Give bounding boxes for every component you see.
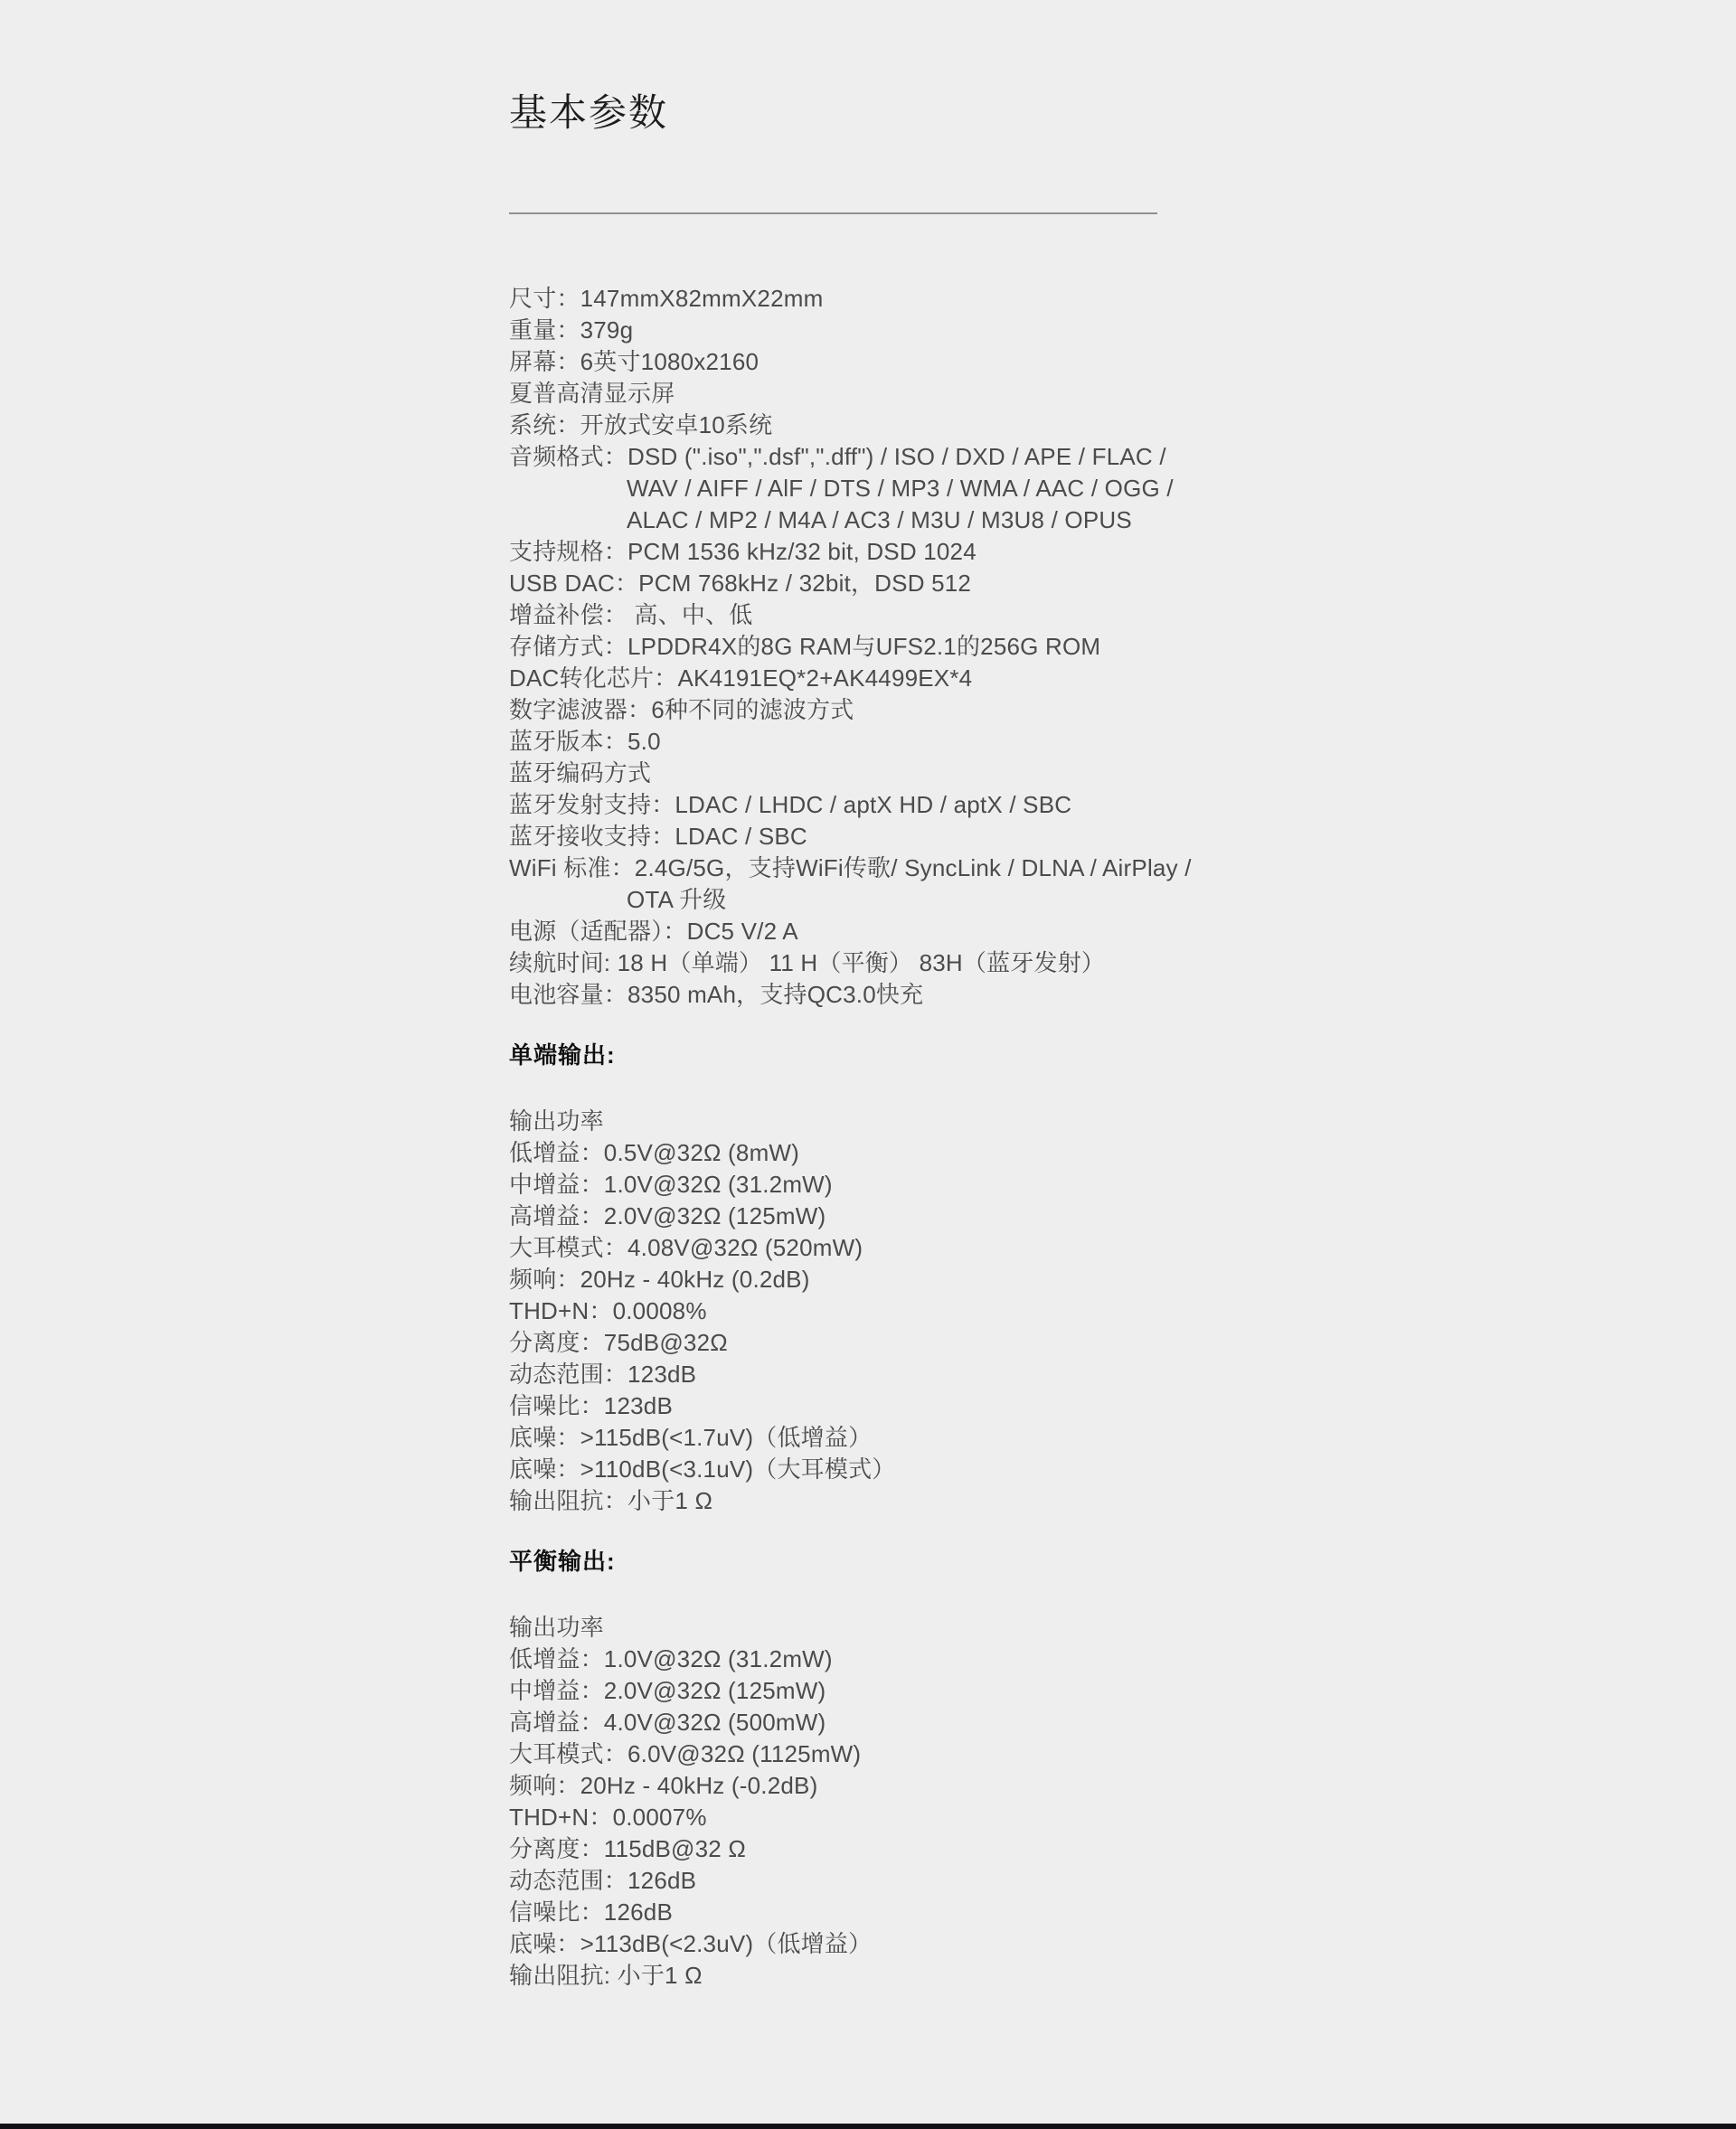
spec-line: 高增益：4.0V@32Ω (500mW) — [509, 1709, 826, 1736]
spec-line: 大耳模式：4.08V@32Ω (520mW) — [509, 1234, 863, 1261]
spec-line: 支持规格：PCM 1536 kHz/32 bit, DSD 1024 — [509, 538, 976, 565]
spec-line: DAC转化芯片：AK4191EQ*2+AK4499EX*4 — [509, 664, 973, 692]
spec-line: 蓝牙发射支持：LDAC / LHDC / aptX HD / aptX / SBC — [509, 791, 1072, 818]
spec-line: 高增益：2.0V@32Ω (125mW) — [509, 1202, 826, 1229]
spec-line: 尺寸：147mmX82mmX22mm — [509, 285, 824, 312]
page-title: 基本参数 — [509, 91, 669, 134]
spec-line: 中增益：2.0V@32Ω (125mW) — [509, 1677, 826, 1704]
spec-line: 音频格式：DSD (".iso",".dsf",".dff") / ISO / DXD / APE / FLAC / — [509, 443, 1166, 470]
spec-line: THD+N：0.0007% — [509, 1804, 707, 1831]
spec-line: WAV / AIFF / AlF / DTS / MP3 / WMA / AAC / OGG / — [627, 475, 1174, 502]
section-heading: 单端输出: — [509, 1041, 616, 1069]
spec-line: 重量：379g — [509, 316, 634, 344]
spec-line: 输出功率 — [509, 1614, 604, 1641]
spec-line: 输出阻抗: 小于1 Ω — [509, 1962, 703, 1989]
spec-line: 存储方式：LPDDR4X的8G RAM与UFS2.1的256G ROM — [509, 633, 1101, 660]
spec-section — [509, 1546, 1214, 1992]
spec-line: 蓝牙编码方式 — [509, 759, 652, 787]
spec-line: THD+N：0.0008% — [509, 1297, 707, 1324]
spec-line: 电池容量：8350 mAh，支持QC3.0快充 — [509, 981, 924, 1008]
spec-line: 输出阻抗：小于1 Ω — [509, 1487, 713, 1514]
footer-bar — [0, 2124, 1736, 2129]
spec-line: 低增益：1.0V@32Ω (31.2mW) — [509, 1645, 833, 1672]
spec-line: 蓝牙版本：5.0 — [509, 728, 661, 755]
spec-section — [509, 283, 1214, 1011]
spec-line: WiFi 标准：2.4G/5G，支持WiFi传歌/ SyncLink / DLNA / AirPlay / — [509, 854, 1192, 881]
spec-line: 屏幕：6英寸1080x2160 — [509, 348, 760, 375]
spec-content — [509, 0, 1214, 1992]
spec-line: 分离度：75dB@32Ω — [509, 1329, 728, 1356]
spec-line: 系统：开放式安卓10系统 — [509, 411, 773, 438]
spec-line: OTA 升级 — [627, 886, 727, 913]
spec-line: 续航时间: 18 H（单端） 11 H（平衡） 83H（蓝牙发射） — [509, 949, 1106, 976]
spec-line: 增益补偿： 高、中、低 — [509, 601, 753, 628]
spec-line: 电源（适配器）：DC5 V/2 A — [509, 918, 798, 945]
spec-line: 夏普高清显示屏 — [509, 380, 675, 407]
spec-line: 底噪：>113dB(<2.3uV)（低增益） — [509, 1930, 873, 1957]
spec-line: 蓝牙接收支持：LDAC / SBC — [509, 823, 807, 850]
spec-line: 大耳模式：6.0V@32Ω (1125mW) — [509, 1740, 862, 1767]
spec-line: 底噪：>115dB(<1.7uV)（低增益） — [509, 1424, 873, 1451]
spec-line: 动态范围：126dB — [509, 1867, 697, 1894]
spec-line: 低增益：0.5V@32Ω (8mW) — [509, 1139, 800, 1166]
spec-sections — [509, 283, 1214, 1992]
spec-line: USB DAC：PCM 768kHz / 32bit，DSD 512 — [509, 570, 972, 597]
spec-line: 分离度：115dB@32 Ω — [509, 1835, 747, 1862]
spec-line: 频响：20Hz - 40kHz (0.2dB) — [509, 1266, 810, 1293]
spec-line: 数字滤波器：6种不同的滤波方式 — [509, 696, 854, 723]
spec-section — [509, 1040, 1214, 1517]
spec-line: 输出功率 — [509, 1107, 604, 1135]
spec-line: 动态范围：123dB — [509, 1361, 697, 1388]
spec-line: 底噪：>110dB(<3.1uV)（大耳模式） — [509, 1455, 896, 1483]
spec-line: 信噪比：123dB — [509, 1392, 673, 1419]
title-divider — [509, 212, 1157, 214]
spec-line: 频响：20Hz - 40kHz (-0.2dB) — [509, 1772, 818, 1799]
spec-line: 中增益：1.0V@32Ω (31.2mW) — [509, 1171, 833, 1198]
spec-line: 信噪比：126dB — [509, 1898, 673, 1926]
section-heading: 平衡输出: — [509, 1548, 616, 1575]
spec-line: ALAC / MP2 / M4A / AC3 / M3U / M3U8 / OPUS — [627, 506, 1132, 533]
